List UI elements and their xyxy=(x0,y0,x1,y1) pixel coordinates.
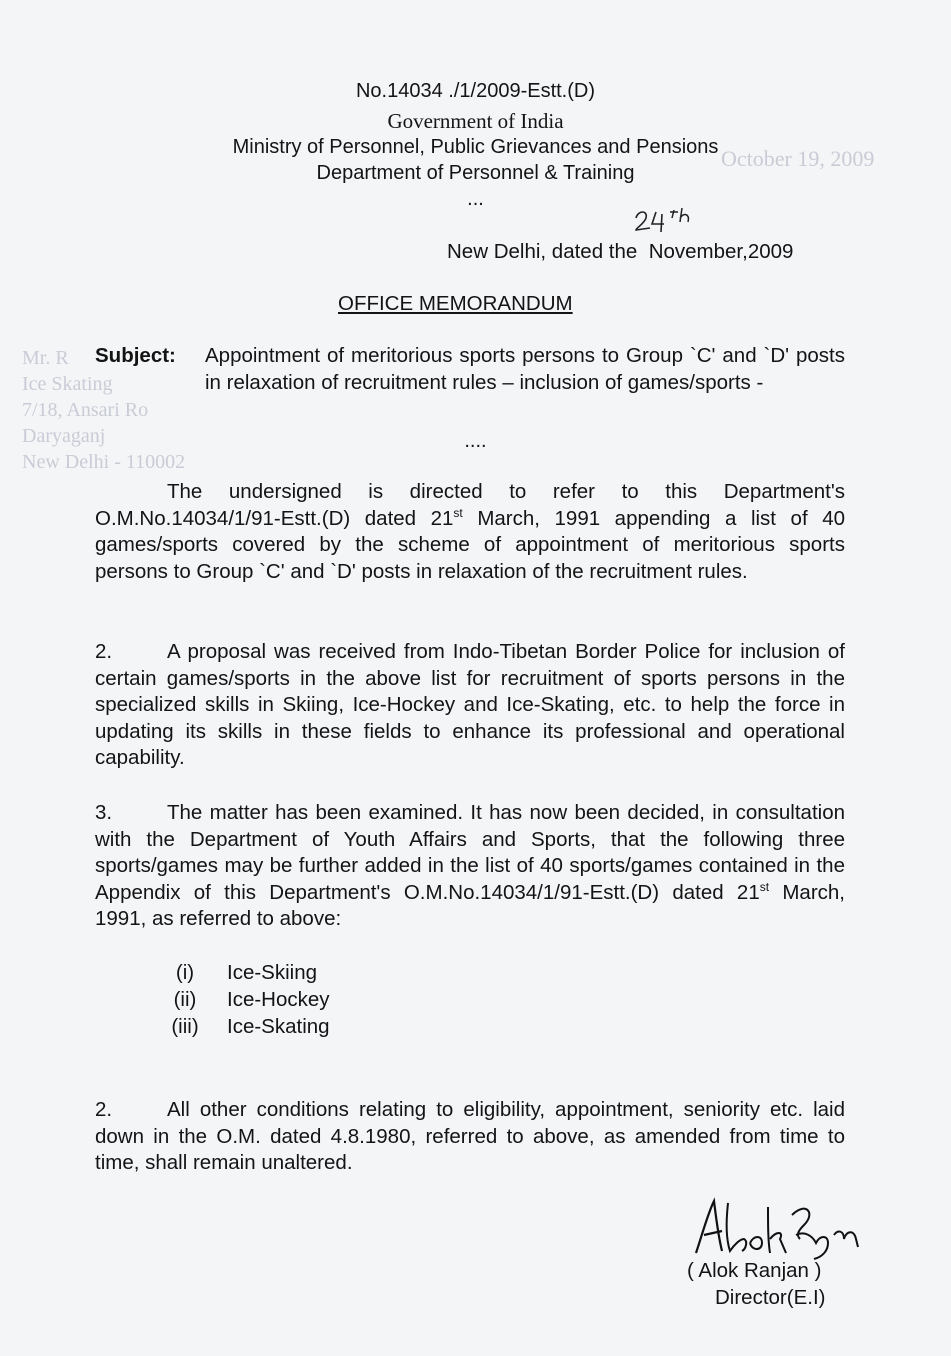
ministry-line: Ministry of Personnel, Public Grievances and Pensions xyxy=(232,136,719,158)
signature xyxy=(688,1195,868,1265)
paragraph-4: 2. All other conditions relating to eligibility, appointment, seniority etc. laid down in the O.M. dated 4.8.1980, referred to above, as amended from time to time, shall remain unaltered. xyxy=(95,1098,845,1174)
government-line: Government of India xyxy=(387,109,564,133)
subject-label: Subject: xyxy=(95,344,176,367)
paragraph-3: 3. The matter has been examined. It has now been decided, in consultation with the Department of Youth Affairs and Sports, that the following three sports/games may be further added in the list of 40 sports/games contained in the Appendix of this Department's O.M.No.14034/1/91-Estt.(D) dated 21st March, 1991, as referred to above: xyxy=(95,801,845,930)
department-line: Department of Personnel & Training xyxy=(316,162,635,184)
handwritten-date xyxy=(632,206,712,234)
handwritten-date-mark xyxy=(632,206,712,234)
bleed-through-text: October 19, 2009 xyxy=(600,146,875,171)
paragraph-number: 2. xyxy=(95,1098,113,1121)
paragraph-2: 2. A proposal was received from Indo-Tibetan Border Police for inclusion of certain games/sports in the above list for recruitment of sports persons in the specialized skills in Skiing, Ice-Hockey and Ice-Skating, etc. to help the force in updating its skills in these fields to enhance its professional and operational capability. xyxy=(95,640,845,769)
subject-text: Appointment of meritorious sports persons to Group `C' and `D' posts in relaxation of recruitment rules – inclusion of games/sports - xyxy=(205,344,845,394)
paragraph-1: The undersigned is directed to refer to this Department's O.M.No.14034/1/91-Estt.(D) dated 21st March, 1991 appending a list of 40 games/sports covered by the scheme of appointment of meritorious sports persons to Group `C' and `D' posts in relaxation of the recruitment rules. xyxy=(95,480,845,583)
subject-separator: .... xyxy=(464,430,487,452)
file-number: No.14034 ./1/2009-Estt.(D) xyxy=(355,80,595,102)
signatory-designation: Director(E.I) xyxy=(715,1286,826,1309)
date-line: New Delhi, dated the November,2009 xyxy=(447,240,794,263)
paragraph-number: 3. xyxy=(95,801,113,824)
header-separator: ... xyxy=(467,188,484,210)
memorandum-page: October 19, 2009 Mr. R Ice Skating 7/18, Ansari Ro Daryaganj New Delhi - 110002 No.14034 ./1/2009-Estt.(D) Government of India Ministry of Personnel, Public Grievances and Pensions Department of Personnel & Training ... New Delhi, dated the November,2009 OFFICE MEMORANDUM Subject: Appointment of meritorious sports persons to Group `C' and `D' posts in relaxation of recruitment rules – inclusion of games/sports - .... The undersigned is directed to refer to this Department's O.M.No.14034/1/91-Estt.(D) dated 21st March, 1991 appending a list of 40 games/sports covered by the scheme of appointment of meritorious sports persons to Group `C' and `D' posts in relaxation of the recruitment rules. 2. A proposal was received from Indo-Tibetan Border Police for inclusion of certain games/sports in the above list for recruitment of sports persons in the specialized skills in Skiing, Ice-Hockey and Ice-Skating, etc. to help the force in updating its skills in these fields to enhance its professional and operational capability. 3. The matter has been examined. It has now been decided, in consultation with the Department of Youth Affairs and Sports, that the following three sports/games may be further added in the list of 40 sports/games contained in the Appendix of this Department's O.M.No.14034/1/91-Estt.(D) dated 21st March, 1991, as referred to above: (i) Ice-Skiing (ii) Ice-Hockey (iii) Ice-Skating 2. All other conditions relating to eligibility, appointment, seniority etc. laid down in the O.M. dated 4.8.1980, referred to above, as amended from time to time, shall remain unaltered. ( Alok Ranjan ) Director(E.I) xyxy=(0,0,951,1356)
memorandum-title: OFFICE MEMORANDUM xyxy=(338,292,573,315)
signatory-name: ( Alok Ranjan ) xyxy=(687,1259,822,1282)
paragraph-number: 2. xyxy=(95,640,113,663)
bleed-through-text: Mr. R Ice Skating 7/18, Ansari Ro Daryaganj New Delhi - 110002 xyxy=(22,347,186,473)
signature-scribble xyxy=(688,1195,868,1265)
